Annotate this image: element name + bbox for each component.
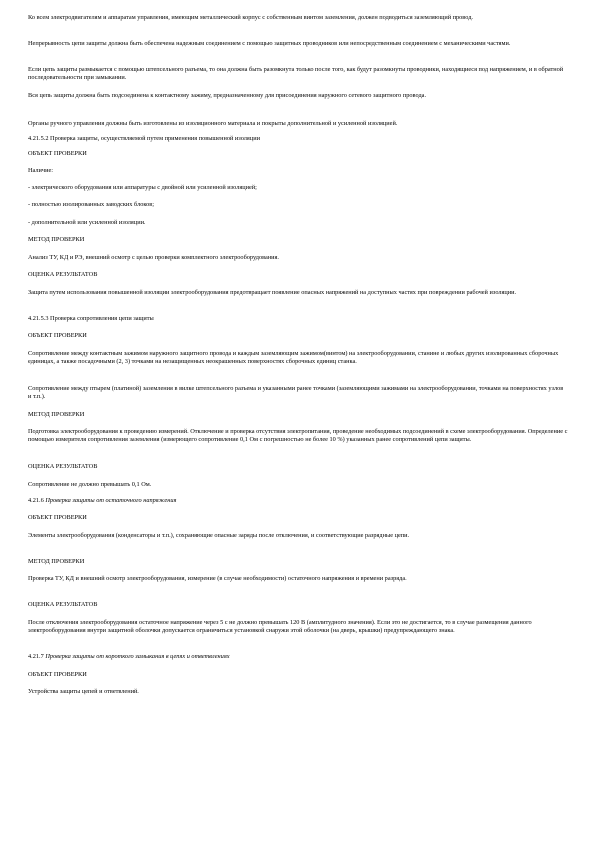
paragraph-measurement-procedure: Подготовка электрооборудования к проведению измерений. Отключение и проверка отсутствия электропитания, проведение необходимых подсоединений в схеме электрооборудования. Определение с помощью измерителя сопротивления заземления (измерющего сопротивление 0,1 Ом с погрешностью не более 10 %) указанных ранее сопротивлений цепи защиты.	[28, 428, 568, 444]
section-heading-4-21-5-3: 4.21.5.3 Проверка сопротивления цепи защиты	[28, 315, 154, 322]
paragraph-connector-disconnect: Если цепь защиты размыкается с помощью штепсельного разъема, то она должна быть разомкнута только после того, как будут разомкнуты проводники, находящиеся под напряжением, и в обратной последовательности при замыкании.	[28, 66, 564, 82]
list-item-additional-insulation: - дополнительной или усиленной изоляции.	[28, 219, 146, 226]
paragraph-resistance-limit: Сопротивление не должно превышать 0,1 Ом.	[28, 481, 152, 488]
paragraph-insulation-protection: Защита путем использования повышенной изоляции электрооборудования предотвращает появление опасных напряжений на доступных частях при повреждении рабочей изоляции.	[28, 289, 517, 296]
section-heading-4-21-6	[28, 497, 568, 505]
paragraph-continuity: Непрерывность цепи защиты должна быть обеспечена надежным соединением с помощью защитных проводников или непосредственным соединением с механическими частями.	[28, 40, 511, 47]
section-number: 4.21.6	[28, 497, 46, 504]
paragraph-residual-voltage-limit: После отключения электрооборудования остаточное напряжение через 5 с не должно превышать 120 В (амплитудного значения). Если это не достигается, то в случае размещения данного электрооборудования внутри защитной оболочки допускается ограничиться установкой снаружи этой оболочки (на дверь, крышки) предупреждающего знака.	[28, 619, 532, 635]
paragraph-manual-controls: Органы ручного управления должны быть изготовлены из изоляционного материала и покрыты дополнительной и усиленной изоляцией.	[28, 120, 398, 127]
paragraph-analysis-docs: Анализ ТУ, КД и РЭ, внешний осмотр с целью проверки комплектного электрооборудования.	[28, 254, 279, 261]
label-check-method: МЕТОД ПРОВЕРКИ	[28, 411, 85, 418]
section-heading-4-21-5-2: 4.21.5.2 Проверка защиты, осуществляемой путем применения повышенной изоляции	[28, 135, 260, 142]
paragraph-circuit-protection: Устройства защиты цепей и ответвлений.	[28, 688, 139, 695]
label-object-of-check: ОБЪЕКТ ПРОВЕРКИ	[28, 332, 87, 339]
label-result-evaluation: ОЦЕНКА РЕЗУЛЬТАТОВ	[28, 463, 98, 470]
section-number: 4.21.7	[28, 653, 46, 660]
paragraph-grounding-wire: Ко всем электродвигателям и аппаратам управления, имеющим металлический корпус с собственным винтом заземления, должен подводиться заземляющий провод.	[28, 14, 473, 21]
label-check-method: МЕТОД ПРОВЕРКИ	[28, 236, 85, 243]
label-object-of-check: ОБЪЕКТ ПРОВЕРКИ	[28, 671, 87, 678]
section-heading-4-21-7	[28, 653, 568, 661]
paragraph-resistance-plug-pin: Сопротивление между птырем (платиной) заземления в вилке штепсельного разъема и указанными ранее точками (заземляющими зажимами на электрооборудовании, точками на поверхностях узлов и т.п.).	[28, 385, 564, 401]
section-title: Проверка защиты от короткого замыкания в цепях и ответвлениях	[45, 653, 230, 660]
paragraph-residual-voltage-check: Проверка ТУ, КД и внешний осмотр электрооборудования, измерение (в случае необходимости) остаточного напряжения и времени разряда.	[28, 575, 407, 582]
paragraph-resistance-terminals: Сопротивление между контактным зажимом наружного защитного провода и каждым заземляющим зажимом(винтом) на электрооборудовании, станине и любых других изолированных сборочных единицах, а также посадочными (2, 3) точками на незащищенных неокрашенных поверхностях сборочных единиц станка.	[28, 350, 559, 366]
list-item-double-insulation: - электрического оборудования или аппаратуры с двойной или усиленной изоляцией;	[28, 184, 257, 191]
label-result-evaluation: ОЦЕНКА РЕЗУЛЬТАТОВ	[28, 271, 98, 278]
paragraph-presence: Наличие:	[28, 167, 53, 174]
label-check-method: МЕТОД ПРОВЕРКИ	[28, 558, 85, 565]
paragraph-capacitor-elements: Элементы электрооборудования (конденсаторы и т.п.), сохраняющие опасные заряды после отключения, и соответствующие разрядные цепи.	[28, 532, 410, 539]
list-item-insulated-blocks: - полностью изолированных заводских блоков;	[28, 201, 154, 208]
label-result-evaluation: ОЦЕНКА РЕЗУЛЬТАТОВ	[28, 601, 98, 608]
label-object-of-check: ОБЪЕКТ ПРОВЕРКИ	[28, 514, 87, 521]
section-title: Проверка защиты от остаточного напряжения	[45, 497, 177, 504]
label-object-of-check: ОБЪЕКТ ПРОВЕРКИ	[28, 150, 87, 157]
paragraph-terminal-connection: Вся цепь защиты должна быть подсоединена к контактному зажиму, предназначенному для присоединения наружного сетевого защитного провода.	[28, 92, 427, 99]
